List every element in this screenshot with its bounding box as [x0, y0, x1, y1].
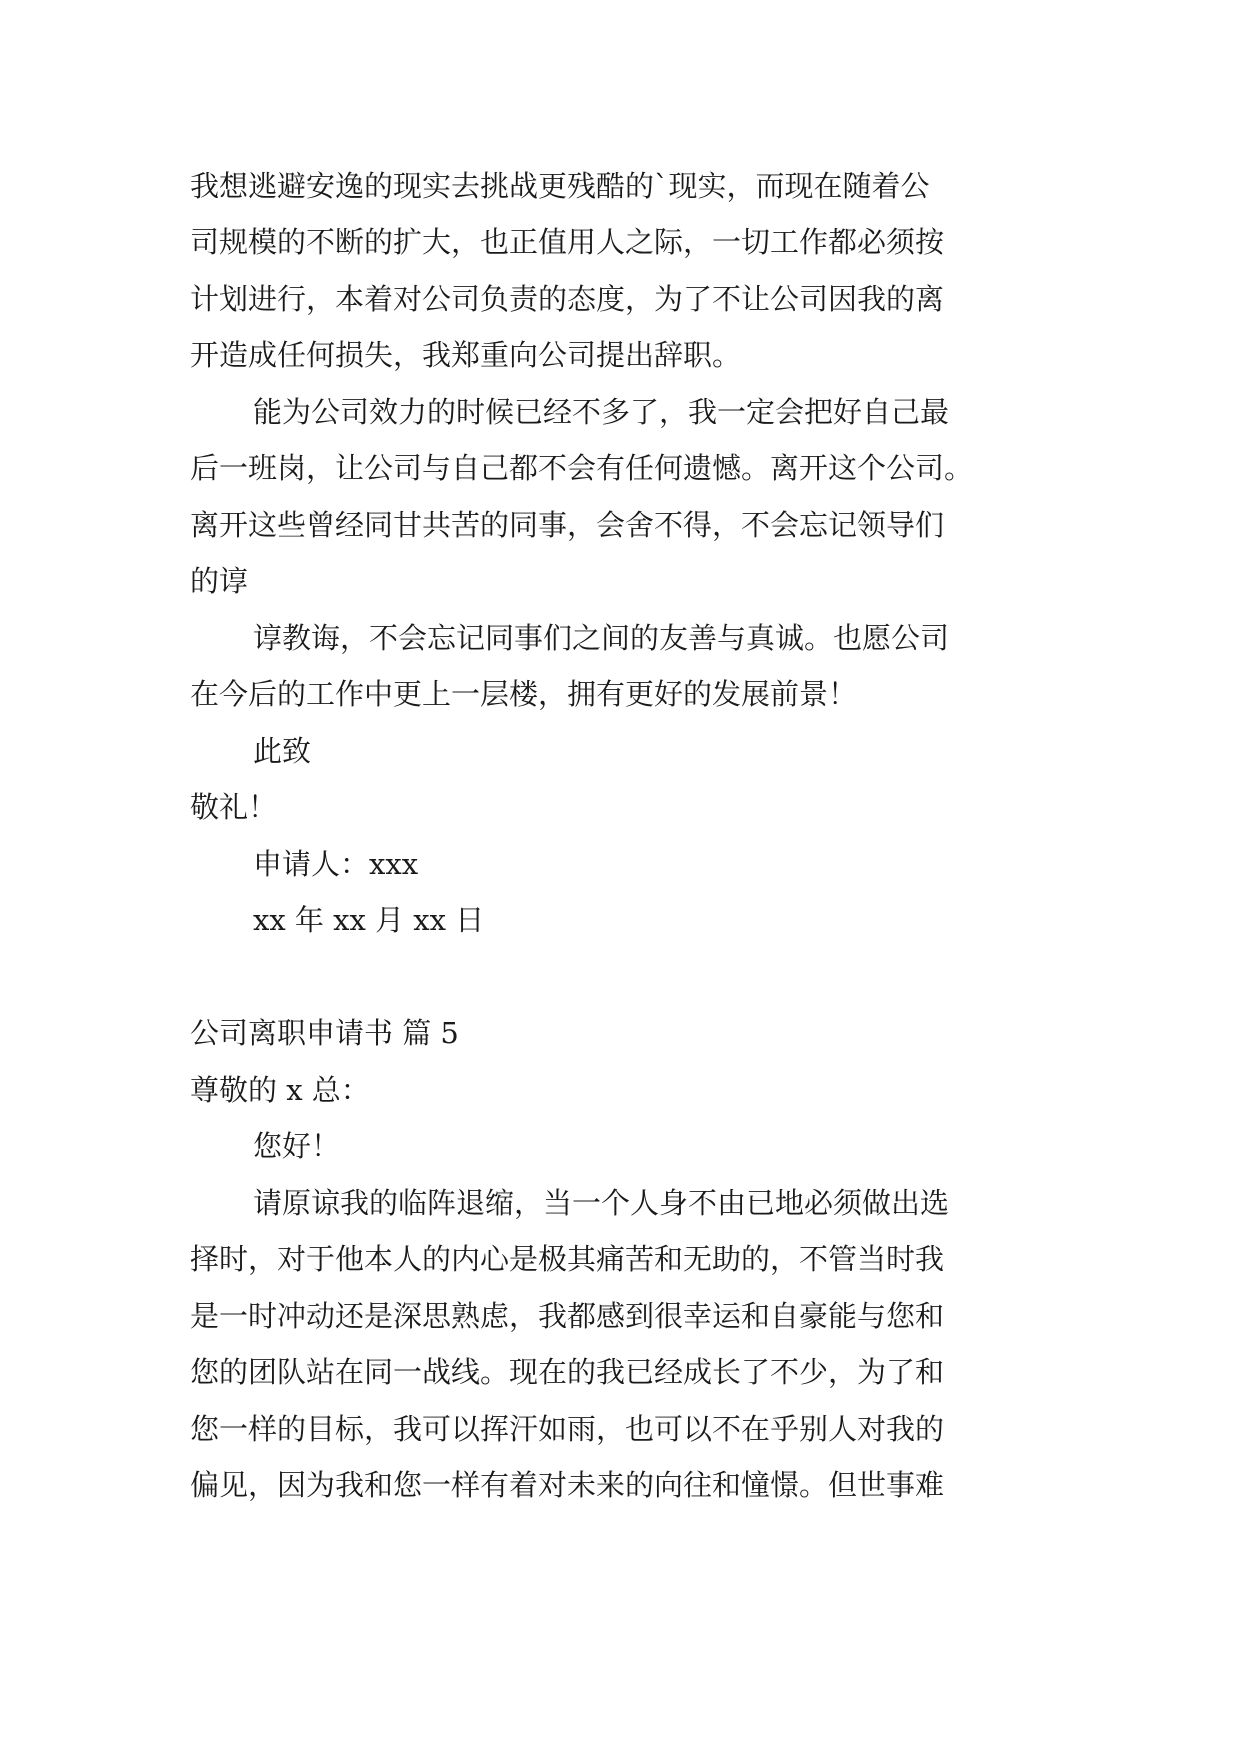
- body-text-line: 计划进行，本着对公司负责的态度，为了不让公司因我的离: [190, 282, 945, 316]
- signature-date: xx 年 xx 月 xx 日: [253, 903, 485, 937]
- body-text-line: 开造成任何损失，我郑重向公司提出辞职。: [190, 338, 742, 372]
- closing-salutation: 此致: [253, 734, 312, 768]
- body-text-line: 我想逃避安逸的现实去挑战更残酷的`现实，而现在随着公: [190, 169, 930, 203]
- body-text-line: 离开这些曾经同甘共苦的同事，会舍不得，不会忘记领导们: [190, 508, 945, 542]
- body-text-line: 能为公司效力的时候已经不多了，我一定会把好自己最: [253, 395, 950, 429]
- body-text-line: 司规模的不断的扩大，也正值用人之际，一切工作都必须按: [190, 225, 945, 259]
- body-text-line: 您的团队站在同一战线。现在的我已经成长了不少，为了和: [190, 1355, 945, 1389]
- letter-addressee: 尊敬的 x 总：: [190, 1073, 370, 1107]
- body-text-line: 谆教诲，不会忘记同事们之间的友善与真诚。也愿公司: [253, 621, 950, 655]
- section-heading: 公司离职申请书 篇 5: [190, 1016, 459, 1050]
- body-text-line: 请原谅我的临阵退缩，当一个人身不由已地必须做出选: [253, 1186, 950, 1220]
- letter-greeting: 您好！: [253, 1129, 341, 1163]
- closing-regards: 敬礼！: [190, 790, 278, 824]
- body-text-line: 择时，对于他本人的内心是极其痛苦和无助的，不管当时我: [190, 1242, 945, 1276]
- body-text-line: 您一样的目标，我可以挥汗如雨，也可以不在乎别人对我的: [190, 1412, 945, 1446]
- body-text-line: 后一班岗，让公司与自己都不会有任何遗憾。离开这个公司。: [190, 451, 974, 485]
- body-text-line: 的谆: [190, 564, 249, 598]
- body-text-line: 是一时冲动还是深思熟虑，我都感到很幸运和自豪能与您和: [190, 1299, 945, 1333]
- body-text-line: 偏见，因为我和您一样有着对未来的向往和憧憬。但世事难: [190, 1468, 945, 1502]
- body-text-line: 在今后的工作中更上一层楼，拥有更好的发展前景！: [190, 677, 858, 711]
- signature-applicant: 申请人：xxx: [253, 847, 419, 881]
